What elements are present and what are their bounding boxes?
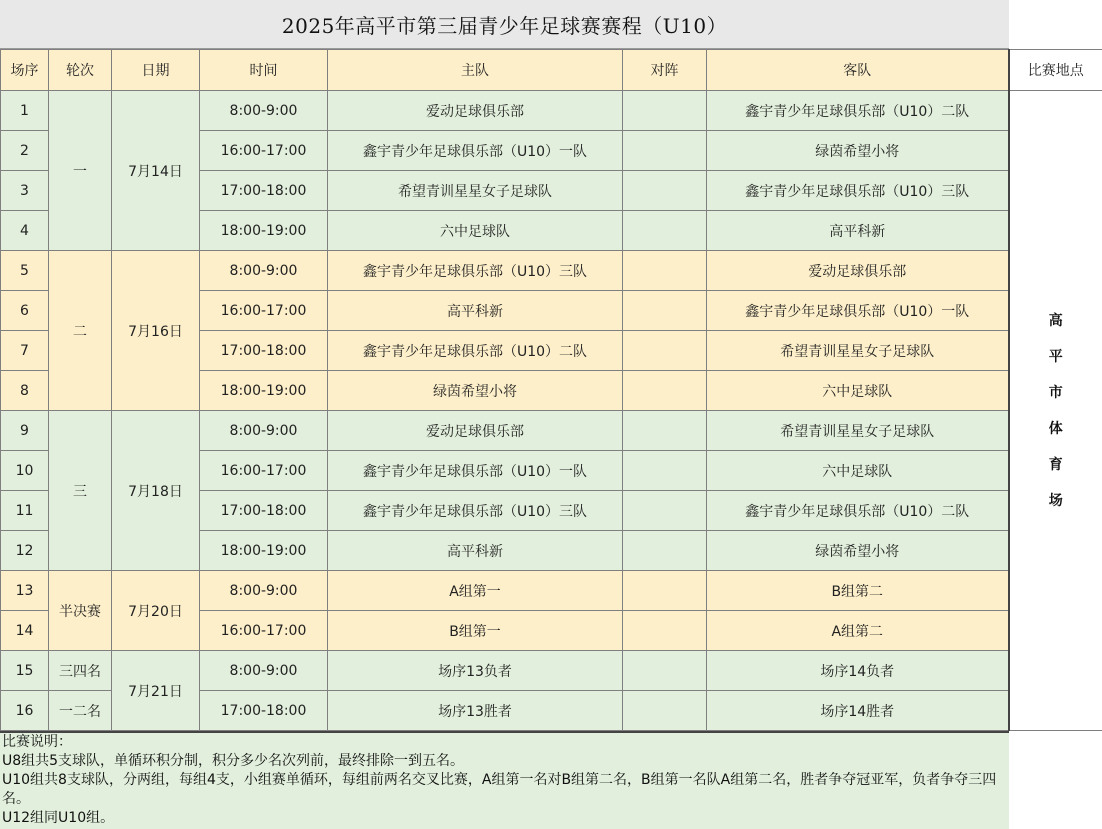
seq-cell[interactable]: 7 — [1, 331, 49, 371]
schedule-table — [0, 49, 1102, 731]
away-cell[interactable]: 希望青训星星女子足球队 — [707, 331, 1009, 371]
time-cell[interactable]: 16:00-17:00 — [200, 131, 328, 171]
time-cell[interactable]: 18:00-19:00 — [200, 531, 328, 571]
table-row — [1, 651, 1102, 691]
seq-cell[interactable]: 12 — [1, 531, 49, 571]
time-cell[interactable]: 8:00-9:00 — [200, 411, 328, 451]
round-cell[interactable]: 三 — [49, 411, 112, 571]
vs-cell[interactable] — [623, 691, 707, 731]
home-cell[interactable]: 场序13负者 — [328, 651, 623, 691]
round-cell[interactable]: 一二名 — [49, 691, 112, 731]
vs-cell[interactable] — [623, 211, 707, 251]
venue-char: 体 — [1048, 420, 1063, 437]
home-cell[interactable]: A组第一 — [328, 571, 623, 611]
venue-char: 市 — [1048, 384, 1063, 401]
away-cell[interactable]: 鑫宇青少年足球俱乐部（U10）三队 — [707, 171, 1009, 211]
date-cell[interactable]: 7月14日 — [112, 91, 200, 251]
seq-cell[interactable]: 9 — [1, 411, 49, 451]
time-cell[interactable]: 16:00-17:00 — [200, 451, 328, 491]
away-cell[interactable]: 爱动足球俱乐部 — [707, 251, 1009, 291]
vs-cell[interactable] — [623, 171, 707, 211]
header-home[interactable]: 主队 — [328, 50, 623, 91]
away-cell[interactable]: 场序14胜者 — [707, 691, 1009, 731]
seq-cell[interactable]: 11 — [1, 491, 49, 531]
notes-heading: 比赛说明： — [2, 734, 72, 750]
notes-line: U12组同U10组。 — [2, 810, 115, 826]
home-cell[interactable]: 鑫宇青少年足球俱乐部（U10）三队 — [328, 251, 623, 291]
date-cell[interactable]: 7月18日 — [112, 411, 200, 571]
home-cell[interactable]: B组第一 — [328, 611, 623, 651]
header-date[interactable]: 日期 — [112, 50, 200, 91]
seq-cell[interactable]: 6 — [1, 291, 49, 331]
notes-line: U8组共5支球队，单循环积分制，积分多少名次列前，最终排除一到五名。 — [2, 753, 465, 769]
rules-notes[interactable] — [0, 731, 1009, 829]
time-cell[interactable]: 8:00-9:00 — [200, 91, 328, 131]
away-cell[interactable]: 绿茵希望小将 — [707, 131, 1009, 171]
date-cell[interactable]: 7月20日 — [112, 571, 200, 651]
blank-cell — [1009, 0, 1102, 48]
vs-cell[interactable] — [623, 491, 707, 531]
table-row — [1, 91, 1102, 131]
away-cell[interactable]: 鑫宇青少年足球俱乐部（U10）二队 — [707, 491, 1009, 531]
home-cell[interactable]: 爱动足球俱乐部 — [328, 91, 623, 131]
vs-cell[interactable] — [623, 131, 707, 171]
seq-cell[interactable]: 14 — [1, 611, 49, 651]
home-cell[interactable]: 希望青训星星女子足球队 — [328, 171, 623, 211]
venue-char: 高 — [1048, 312, 1063, 329]
time-cell[interactable]: 8:00-9:00 — [200, 571, 328, 611]
home-cell[interactable]: 鑫宇青少年足球俱乐部（U10）一队 — [328, 131, 623, 171]
time-cell[interactable]: 18:00-19:00 — [200, 211, 328, 251]
time-cell[interactable]: 16:00-17:00 — [200, 611, 328, 651]
away-cell[interactable]: 绿茵希望小将 — [707, 531, 1009, 571]
time-cell[interactable]: 18:00-19:00 — [200, 371, 328, 411]
header-round[interactable]: 轮次 — [49, 50, 112, 91]
round-cell[interactable]: 二 — [49, 251, 112, 411]
seq-cell[interactable]: 1 — [1, 91, 49, 131]
venue-char: 场 — [1048, 492, 1063, 509]
table-row — [1, 411, 1102, 451]
vs-cell[interactable] — [623, 531, 707, 571]
vs-cell[interactable] — [623, 571, 707, 611]
vs-cell[interactable] — [623, 611, 707, 651]
round-cell[interactable]: 半决赛 — [49, 571, 112, 651]
header-away[interactable]: 客队 — [707, 50, 1009, 91]
seq-cell[interactable]: 4 — [1, 211, 49, 251]
table-row — [1, 571, 1102, 611]
away-cell[interactable]: 希望青训星星女子足球队 — [707, 411, 1009, 451]
home-cell[interactable]: 爱动足球俱乐部 — [328, 411, 623, 451]
time-cell[interactable]: 16:00-17:00 — [200, 291, 328, 331]
time-cell[interactable]: 8:00-9:00 — [200, 651, 328, 691]
vs-cell[interactable] — [623, 451, 707, 491]
notes-line: U10组共8支球队，分两组，每组4支，小组赛单循环，每组前两名交叉比赛，A组第一名对B组第二名，B组第一名队A组第二名，胜者争夺冠亚军，负者争夺三四名。 — [2, 772, 997, 807]
away-cell[interactable]: B组第二 — [707, 571, 1009, 611]
header-time[interactable]: 时间 — [200, 50, 328, 91]
venue-char: 平 — [1048, 348, 1063, 365]
away-cell[interactable]: 六中足球队 — [707, 451, 1009, 491]
home-cell[interactable]: 鑫宇青少年足球俱乐部（U10）三队 — [328, 491, 623, 531]
home-cell[interactable]: 高平科新 — [328, 291, 623, 331]
away-cell[interactable]: 六中足球队 — [707, 371, 1009, 411]
time-cell[interactable]: 8:00-9:00 — [200, 251, 328, 291]
date-cell[interactable]: 7月21日 — [112, 651, 200, 731]
home-cell[interactable]: 六中足球队 — [328, 211, 623, 251]
seq-cell[interactable]: 3 — [1, 171, 49, 211]
time-cell[interactable]: 17:00-18:00 — [200, 171, 328, 211]
seq-cell[interactable]: 13 — [1, 571, 49, 611]
vs-cell[interactable] — [623, 251, 707, 291]
time-cell[interactable]: 17:00-18:00 — [200, 691, 328, 731]
home-cell[interactable]: 高平科新 — [328, 531, 623, 571]
time-cell[interactable]: 17:00-18:00 — [200, 491, 328, 531]
vs-cell[interactable] — [623, 91, 707, 131]
away-cell[interactable]: 场序14负者 — [707, 651, 1009, 691]
vs-cell[interactable] — [623, 331, 707, 371]
date-cell[interactable]: 7月16日 — [112, 251, 200, 411]
vs-cell[interactable] — [623, 651, 707, 691]
table-row — [1, 251, 1102, 291]
away-cell[interactable]: 鑫宇青少年足球俱乐部（U10）二队 — [707, 91, 1009, 131]
away-cell[interactable]: 鑫宇青少年足球俱乐部（U10）一队 — [707, 291, 1009, 331]
time-cell[interactable]: 17:00-18:00 — [200, 331, 328, 371]
seq-cell[interactable]: 10 — [1, 451, 49, 491]
seq-cell[interactable]: 15 — [1, 651, 49, 691]
home-cell[interactable]: 鑫宇青少年足球俱乐部（U10）二队 — [328, 331, 623, 371]
away-cell[interactable]: A组第二 — [707, 611, 1009, 651]
schedule-title: 2025年高平市第三届青少年足球赛赛程（U10） — [0, 0, 1009, 49]
venue-char: 育 — [1048, 456, 1063, 473]
vs-cell[interactable] — [623, 411, 707, 451]
home-cell[interactable]: 场序13胜者 — [328, 691, 623, 731]
header-row — [1, 50, 1102, 91]
away-cell[interactable]: 高平科新 — [707, 211, 1009, 251]
vs-cell[interactable] — [623, 371, 707, 411]
round-cell[interactable]: 三四名 — [49, 651, 112, 691]
home-cell[interactable]: 绿茵希望小将 — [328, 371, 623, 411]
venue-cell[interactable] — [1009, 91, 1102, 731]
header-venue[interactable]: 比赛地点 — [1009, 50, 1102, 91]
seq-cell[interactable]: 16 — [1, 691, 49, 731]
seq-cell[interactable]: 5 — [1, 251, 49, 291]
header-vs[interactable]: 对阵 — [623, 50, 707, 91]
home-cell[interactable]: 鑫宇青少年足球俱乐部（U10）一队 — [328, 451, 623, 491]
vs-cell[interactable] — [623, 291, 707, 331]
header-seq[interactable]: 场序 — [1, 50, 49, 91]
seq-cell[interactable]: 8 — [1, 371, 49, 411]
round-cell[interactable]: 一 — [49, 91, 112, 251]
seq-cell[interactable]: 2 — [1, 131, 49, 171]
